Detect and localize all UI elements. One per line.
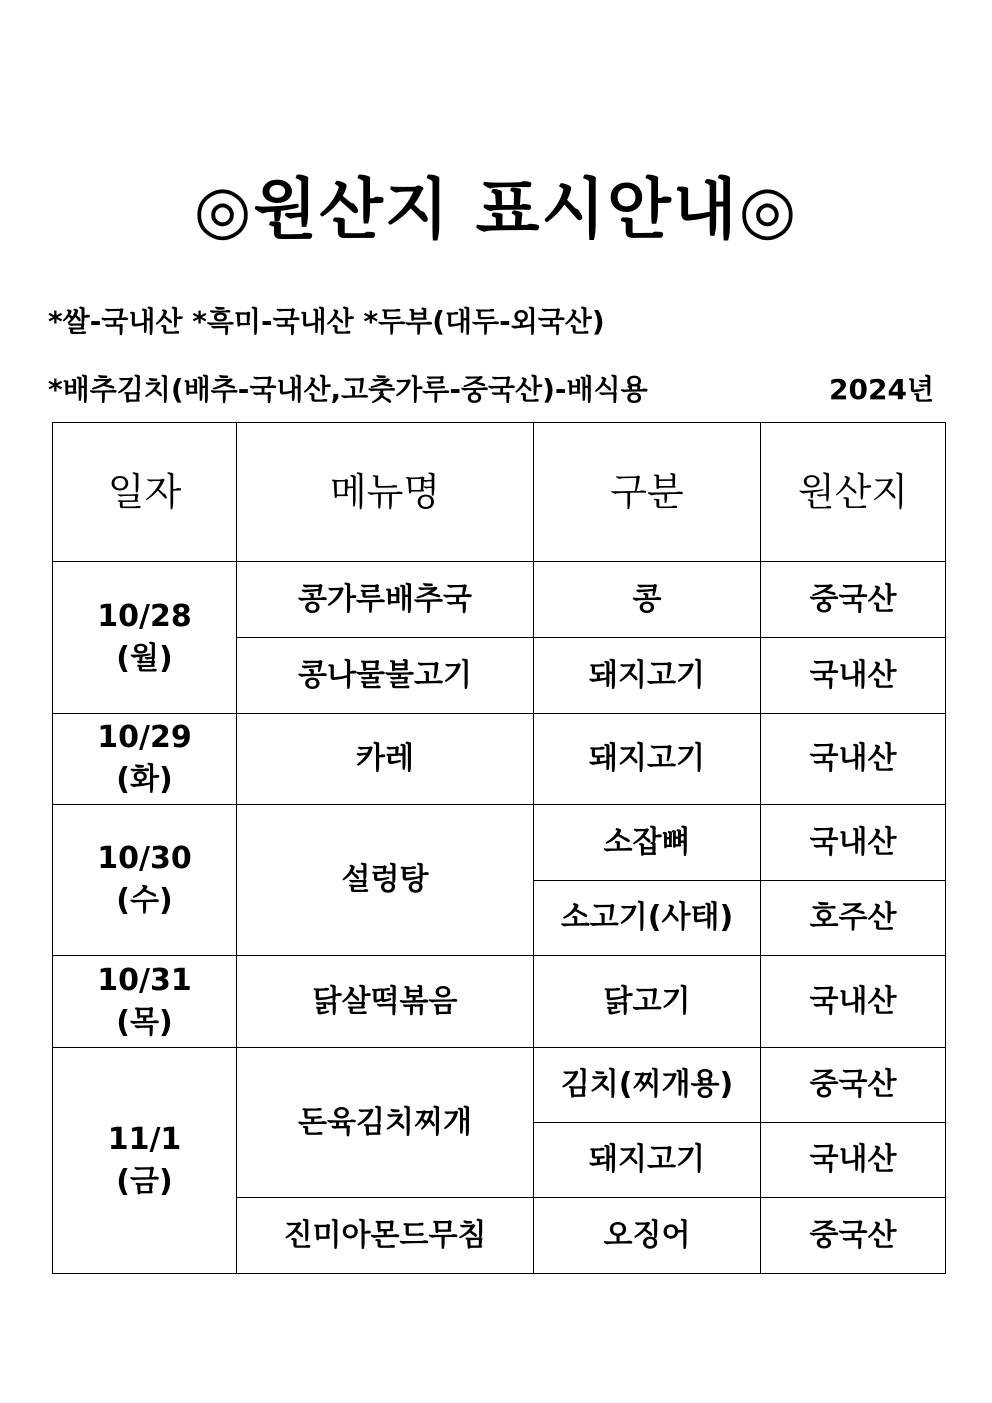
- date-cell: [53, 562, 237, 714]
- menu-cell: 돈육김치찌개: [237, 1048, 534, 1198]
- table-row: [53, 714, 946, 805]
- date-cell: [53, 1048, 237, 1274]
- origin-cell: 국내산: [761, 714, 946, 805]
- origin-cell: 국내산: [761, 638, 946, 714]
- origin-cell: 중국산: [761, 1048, 946, 1123]
- menu-cell: 닭살떡볶음: [237, 956, 534, 1048]
- origin-cell: 국내산: [761, 956, 946, 1048]
- origin-cell: 국내산: [761, 1123, 946, 1198]
- menu-cell: 콩가루배추국: [237, 562, 534, 638]
- table-row: [53, 562, 946, 638]
- date-label: 10/29: [97, 720, 192, 755]
- origin-note-line2: [48, 370, 934, 410]
- weekday-label: (수): [116, 883, 173, 918]
- weekday-label: (월): [116, 640, 173, 676]
- page-title: ◎원산지 표시안내◎: [193, 171, 799, 248]
- origin-note-line1: *쌀-국내산 *흑미-국내산 *두부(대두-외국산): [48, 305, 605, 338]
- table-row: [53, 1048, 946, 1123]
- kind-cell: 닭고기: [534, 956, 761, 1048]
- table-header-row: [53, 423, 946, 562]
- header-menu: 메뉴명: [237, 423, 534, 562]
- menu-cell: 설렁탕: [237, 805, 534, 956]
- kind-cell: 돼지고기: [534, 638, 761, 714]
- date-cell: [53, 956, 237, 1048]
- menu-cell: 카레: [237, 714, 534, 805]
- date-label: 10/31: [97, 962, 192, 998]
- origin-cell: 중국산: [761, 1198, 946, 1274]
- kind-cell: 콩: [534, 562, 761, 638]
- date-cell: [53, 714, 237, 805]
- kind-cell: 소잡뼈: [534, 805, 761, 881]
- date-label: 10/30: [97, 841, 192, 876]
- kind-cell: 돼지고기: [534, 1123, 761, 1198]
- kind-cell: 돼지고기: [534, 714, 761, 805]
- header-date: 일자: [53, 423, 237, 562]
- origin-cell: 국내산: [761, 805, 946, 881]
- header-kind: 구분: [534, 423, 761, 562]
- date-label: 11/1: [107, 1121, 182, 1157]
- menu-cell: 진미아몬드무침: [237, 1198, 534, 1274]
- origin-cell: 호주산: [761, 881, 946, 956]
- menu-cell: 콩나물불고기: [237, 638, 534, 714]
- weekday-label: (목): [116, 1004, 173, 1040]
- year-label: 2024년: [829, 373, 934, 406]
- header-origin: 원산지: [761, 423, 946, 562]
- origin-cell: 중국산: [761, 562, 946, 638]
- kind-cell: 소고기(사태): [534, 881, 761, 956]
- kind-cell: 오징어: [534, 1198, 761, 1274]
- table-row: [53, 805, 946, 881]
- weekday-label: (화): [116, 762, 173, 797]
- table-row: [53, 956, 946, 1048]
- date-cell: [53, 805, 237, 956]
- date-label: 10/28: [97, 598, 192, 634]
- kimchi-note: *배추김치(배추-국내산,고춧가루-중국산)-배식용: [48, 373, 648, 406]
- weekday-label: (금): [116, 1163, 173, 1199]
- origin-table: [52, 422, 946, 1274]
- kind-cell: 김치(찌개용): [534, 1048, 761, 1123]
